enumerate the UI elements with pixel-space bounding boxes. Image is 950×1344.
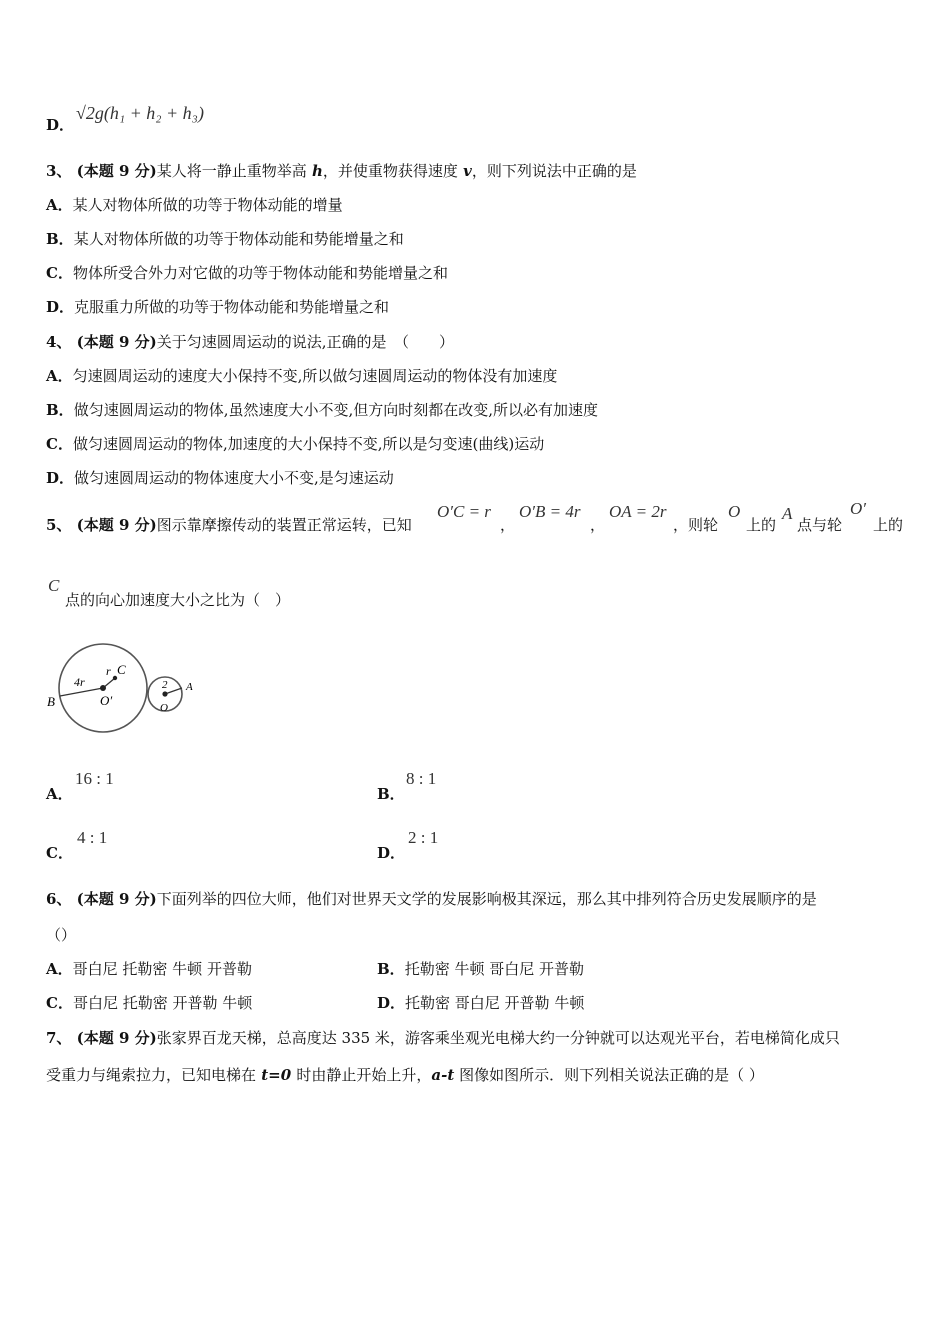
question-prefix: 7、 (本题 9 分) — [46, 1029, 157, 1047]
q5-stem: 5、 (本题 9 分)图示靠摩擦传动的装置正常运转，已知 — [46, 516, 412, 534]
label-4r: 4r — [74, 675, 85, 689]
q5-eq-oa: OA = 2r — [609, 502, 667, 521]
center-o-prime — [100, 685, 106, 691]
label-o: O — [160, 702, 168, 714]
q6-stem: 6、 (本题 9 分)下面列举的四位大师，他们对世界天文学的发展影响极其深远，那么其中排列符合历史发展顺序的是 — [46, 890, 817, 908]
label-b: B — [47, 694, 55, 709]
q5-option-b-label: B． — [377, 785, 405, 803]
q5-option-c-value: 4 : 1 — [77, 828, 108, 847]
question-prefix: 5、 (本题 9 分) — [46, 516, 157, 534]
q2-option-d — [46, 115, 74, 135]
q5-option-c-label: C． — [46, 844, 73, 862]
q6-paren: （） — [46, 926, 77, 944]
q4-stem: 4、 (本题 9 分)关于匀速圆周运动的说法,正确的是 （ ） — [46, 333, 455, 351]
question-prefix: 3、 (本题 9 分) — [46, 162, 157, 180]
q3-option-d: D．克服重力所做的功等于物体动能和势能增量之和 — [46, 298, 390, 316]
q3-option-b: B．某人对物体所做的功等于物体动能和势能增量之和 — [46, 230, 404, 248]
q5-eq-ob: O′B = 4r — [519, 502, 581, 521]
label-o-prime: O′ — [100, 693, 113, 708]
option-label: D． — [46, 116, 75, 134]
q3-option-c: C．物体所受合外力对它做的功等于物体动能和势能增量之和 — [46, 264, 448, 282]
q4-option-d: D．做匀速圆周运动的物体速度大小不变,是匀速运动 — [46, 469, 394, 487]
q2-option-d-formula: √2g(h₁ + h₂ + h₃) — [76, 103, 204, 123]
label-2: 2 — [162, 679, 168, 691]
q5-eq-oc: O′C = r — [437, 502, 491, 521]
q5-option-d-value: 2 : 1 — [408, 828, 439, 847]
center-o — [162, 691, 167, 696]
q7-stem-line2: 受重力与绳索拉力，已知电梯在 t=0 时由静止开始上升，a-t 图像如图所示．则下列相关说法正确的是（ ） — [46, 1066, 764, 1084]
q6-option-d: D．托勒密 哥白尼 开普勒 牛顿 — [377, 994, 585, 1012]
question-prefix: 6、 (本题 9 分) — [46, 890, 157, 908]
q4-option-b: B．做匀速圆周运动的物体,虽然速度大小不变,但方向时刻都在改变,所以必有加速度 — [46, 401, 598, 419]
label-r: r — [106, 664, 111, 678]
q7-stem-line1: 7、 (本题 9 分)张家界百龙天梯，总高度达 335 米，游客乘坐观光电梯大约一分钟就可以达观光平台，若电梯简化成只 — [46, 1029, 840, 1047]
q3-stem: 3、 (本题 9 分)某人将一静止重物举高 h，并使重物获得速度 v，则下列说法中正确的是 — [46, 162, 637, 180]
q4-option-c: C．做匀速圆周运动的物体,加速度的大小保持不变,所以是匀变速(曲线)运动 — [46, 435, 545, 453]
q5-option-d-label: D． — [377, 844, 406, 862]
q5-option-a-value: 16 : 1 — [75, 769, 114, 788]
q5-option-a-label: A． — [46, 785, 73, 803]
friction-wheels-diagram — [44, 638, 204, 740]
q6-option-b: B．托勒密 牛顿 哥白尼 开普勒 — [377, 960, 584, 978]
q6-option-a: A．哥白尼 托勒密 牛顿 开普勒 — [46, 960, 252, 978]
q4-option-a: A．匀速圆周运动的速度大小保持不变,所以做匀速圆周运动的物体没有加速度 — [46, 367, 558, 385]
label-a: A — [186, 681, 193, 693]
question-prefix: 4、 (本题 9 分) — [46, 333, 157, 351]
q6-option-c: C．哥白尼 托勒密 开普勒 牛顿 — [46, 994, 253, 1012]
label-c: C — [117, 662, 126, 677]
q3-option-a: A．某人对物体所做的功等于物体动能的增量 — [46, 196, 343, 214]
q5-option-b-value: 8 : 1 — [406, 769, 437, 788]
